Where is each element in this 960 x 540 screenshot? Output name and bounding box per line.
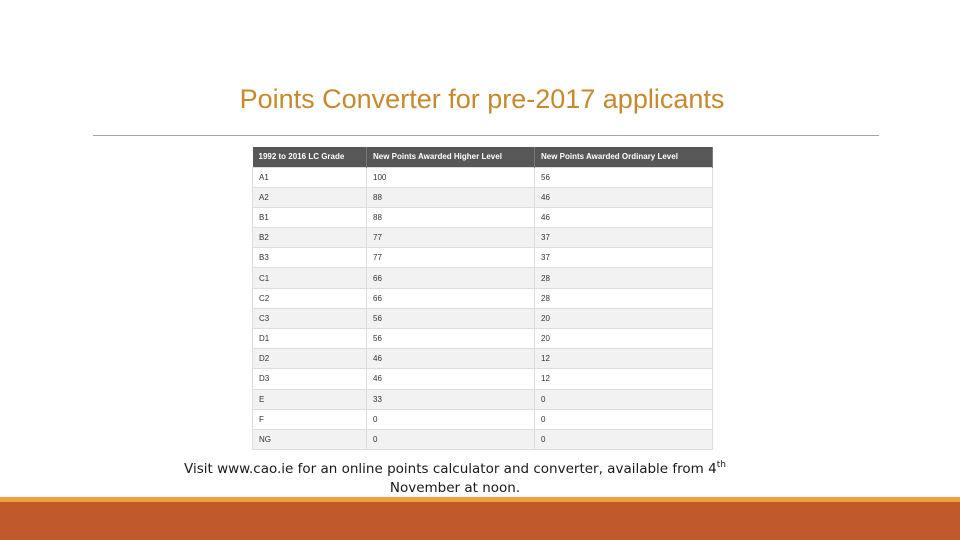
cell-ordinary-level: 28 — [535, 288, 713, 308]
cell-lc-grade: B3 — [253, 248, 367, 268]
cell-ordinary-level: 46 — [535, 187, 713, 207]
table-row — [253, 409, 713, 429]
cell-ordinary-level: 56 — [535, 167, 713, 187]
cell-higher-level: 56 — [367, 329, 535, 349]
table-row — [253, 349, 713, 369]
cell-lc-grade: C3 — [253, 308, 367, 328]
table-row — [253, 268, 713, 288]
title-divider — [93, 135, 879, 136]
table-row — [253, 167, 713, 187]
cell-ordinary-level: 37 — [535, 228, 713, 248]
cell-lc-grade: C1 — [253, 268, 367, 288]
cell-lc-grade: E — [253, 389, 367, 409]
cell-higher-level: 46 — [367, 369, 535, 389]
cell-lc-grade: C2 — [253, 288, 367, 308]
cell-higher-level: 77 — [367, 248, 535, 268]
table-row — [253, 308, 713, 328]
cell-higher-level: 100 — [367, 167, 535, 187]
footnote — [140, 460, 770, 498]
table-row — [253, 248, 713, 268]
cell-lc-grade: B2 — [253, 228, 367, 248]
cell-higher-level: 77 — [367, 228, 535, 248]
cell-lc-grade: NG — [253, 429, 367, 449]
cell-lc-grade: F — [253, 409, 367, 429]
cell-higher-level: 0 — [367, 429, 535, 449]
header-higher-level: New Points Awarded Higher Level — [367, 147, 535, 167]
cell-higher-level: 66 — [367, 268, 535, 288]
table-row — [253, 329, 713, 349]
cell-lc-grade: D3 — [253, 369, 367, 389]
cell-ordinary-level: 12 — [535, 349, 713, 369]
footnote-superscript: th — [716, 460, 726, 470]
cell-lc-grade: D2 — [253, 349, 367, 369]
header-ordinary-level: New Points Awarded Ordinary Level — [535, 147, 713, 167]
table-row — [253, 187, 713, 207]
table-row — [253, 369, 713, 389]
cell-higher-level: 88 — [367, 187, 535, 207]
cell-ordinary-level: 46 — [535, 207, 713, 227]
cell-ordinary-level: 0 — [535, 389, 713, 409]
footnote-text-continued: November at noon. — [389, 480, 521, 496]
cell-ordinary-level: 0 — [535, 409, 713, 429]
cell-ordinary-level: 37 — [535, 248, 713, 268]
cell-higher-level: 56 — [367, 308, 535, 328]
header-lc-grade: 1992 to 2016 LC Grade — [253, 147, 367, 167]
table-row — [253, 207, 713, 227]
table-row — [253, 288, 713, 308]
footnote-text: Visit www.cao.ie for an online points calculator and converter, available from 4 — [184, 461, 717, 477]
cell-lc-grade: B1 — [253, 207, 367, 227]
cell-lc-grade: D1 — [253, 329, 367, 349]
cell-lc-grade: A2 — [253, 187, 367, 207]
accent-bar-thick — [0, 502, 960, 540]
table-header-row — [253, 147, 713, 167]
cell-ordinary-level: 20 — [535, 308, 713, 328]
slide-title: Points Converter for pre-2017 applicants — [239, 84, 725, 114]
cell-higher-level: 66 — [367, 288, 535, 308]
cell-ordinary-level: 28 — [535, 268, 713, 288]
cell-ordinary-level: 20 — [535, 329, 713, 349]
cell-higher-level: 46 — [367, 349, 535, 369]
cell-higher-level: 33 — [367, 389, 535, 409]
table-row — [253, 228, 713, 248]
cell-ordinary-level: 12 — [535, 369, 713, 389]
cell-lc-grade: A1 — [253, 167, 367, 187]
table-row — [253, 389, 713, 409]
table-body — [253, 167, 713, 450]
cell-higher-level: 88 — [367, 207, 535, 227]
cell-ordinary-level: 0 — [535, 429, 713, 449]
table-row — [253, 429, 713, 449]
cell-higher-level: 0 — [367, 409, 535, 429]
points-conversion-table — [252, 147, 713, 450]
